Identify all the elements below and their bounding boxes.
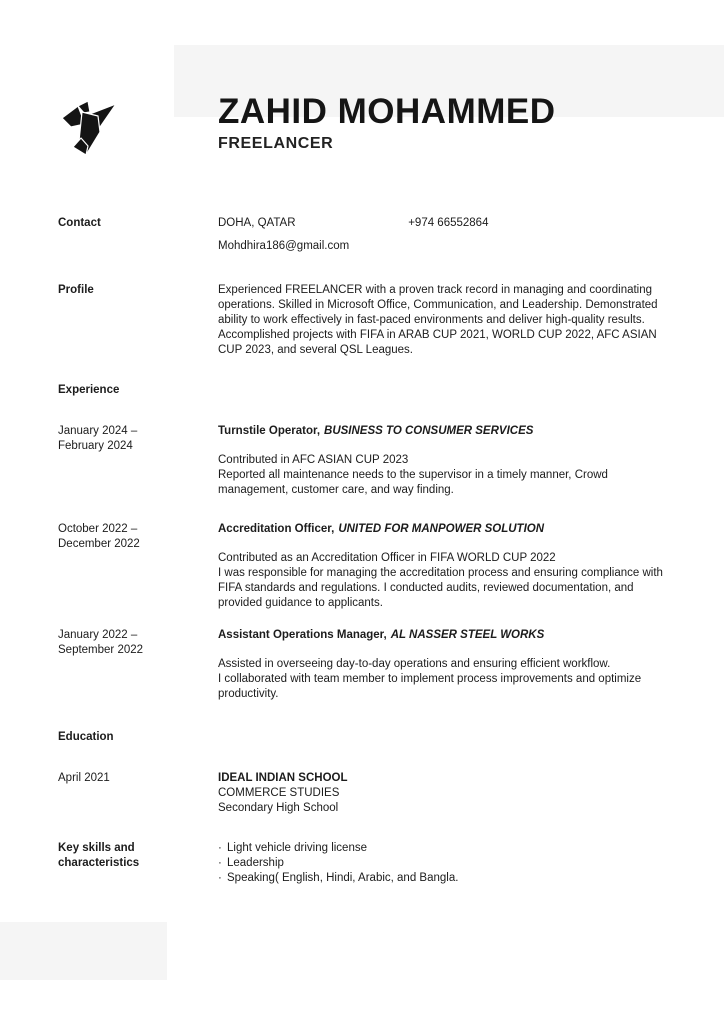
profile-label: Profile <box>58 284 94 296</box>
skills-section <box>58 841 670 886</box>
experience-entry <box>58 628 670 702</box>
experience-dates <box>58 424 218 498</box>
bullet-icon: · <box>218 872 222 884</box>
education-entry <box>58 771 670 816</box>
experience-entry <box>58 424 670 498</box>
contact-phone: +974 66552864 <box>408 217 489 229</box>
contact-line <box>218 216 670 231</box>
contact-label: Contact <box>58 217 101 229</box>
job-title <box>218 628 670 643</box>
job-company: AL NASSER STEEL WORKS <box>390 629 545 641</box>
experience-label: Experience <box>58 384 120 396</box>
date-from: January 2024 – <box>58 425 138 437</box>
degree-name: Secondary High School <box>218 802 339 814</box>
education-heading-row <box>58 730 670 745</box>
course-name: COMMERCE STUDIES <box>218 787 340 799</box>
skill-item <box>218 856 670 871</box>
hummingbird-logo-icon <box>50 90 122 162</box>
job-description-line: Contributed as an Accreditation Officer in FIFA WORLD CUP 2022 <box>218 552 556 564</box>
job-description <box>218 551 670 611</box>
footer-background-bar <box>0 922 167 980</box>
contact-location: DOHA, QATAR <box>218 217 296 229</box>
job-description-line: Contributed in AFC ASIAN CUP 2023 <box>218 454 409 466</box>
experience-heading-row <box>58 383 670 398</box>
person-name: ZAHID MOHAMMED <box>218 92 556 131</box>
job-title <box>218 424 670 439</box>
job-role: Assistant Operations Manager, <box>218 629 387 641</box>
person-title: FREELANCER <box>218 135 334 152</box>
job-description-line: I collaborated with team member to implement process improvements and optimize productivity. <box>218 673 642 700</box>
job-description-line: Reported all maintenance needs to the supervisor in a timely manner, Crowd management, customer care, and way finding. <box>218 469 608 496</box>
skill-item <box>218 871 670 886</box>
job-description-line: Assisted in overseeing day-to-day operations and ensuring efficient workflow. <box>218 658 611 670</box>
contact-section <box>58 216 670 254</box>
experience-dates <box>58 522 218 611</box>
profile-text: Experienced FREELANCER with a proven track record in managing and coordinating operations. Skilled in Microsoft Office, Communication, and Leadership. Demonstrated ability to work effectively in fast-paced environments and deliver high-quality results. Accomplished projects with FIFA in ARAB CUP 2021, WORLD CUP 2022, AFC ASIAN CUP 2023, and several QSL Leagues. <box>218 284 658 356</box>
job-company: UNITED FOR MANPOWER SOLUTION <box>338 523 545 535</box>
profile-section <box>58 283 670 358</box>
date-to: February 2024 <box>58 440 133 452</box>
header <box>218 92 688 153</box>
job-company: BUSINESS TO CONSUMER SERVICES <box>324 425 534 437</box>
bullet-icon: · <box>218 842 222 854</box>
contact-email: Mohdhira186@gmail.com <box>218 240 350 252</box>
skill-text: Light vehicle driving license <box>227 842 367 854</box>
education-label: Education <box>58 731 114 743</box>
skill-text: Speaking( English, Hindi, Arabic, and Bangla. <box>227 872 459 884</box>
job-description-line: I was responsible for managing the accreditation process and ensuring compliance with FIFA standards and regulations. I conducted audits, reviewed documentation, and provided guidance to applicants. <box>218 567 663 609</box>
bullet-icon: · <box>218 857 222 869</box>
education-date: April 2021 <box>58 772 110 784</box>
skills-label: Key skills and characteristics <box>58 842 140 869</box>
date-from: January 2022 – <box>58 629 138 641</box>
skill-item <box>218 841 670 856</box>
experience-entry <box>58 522 670 611</box>
school-name: IDEAL INDIAN SCHOOL <box>218 772 348 784</box>
job-description <box>218 453 670 498</box>
date-from: October 2022 – <box>58 523 138 535</box>
job-title <box>218 522 670 537</box>
skill-text: Leadership <box>227 857 284 869</box>
job-description <box>218 657 670 702</box>
experience-dates <box>58 628 218 702</box>
job-role: Turnstile Operator, <box>218 425 321 437</box>
date-to: September 2022 <box>58 644 144 656</box>
date-to: December 2022 <box>58 538 140 550</box>
job-role: Accreditation Officer, <box>218 523 335 535</box>
